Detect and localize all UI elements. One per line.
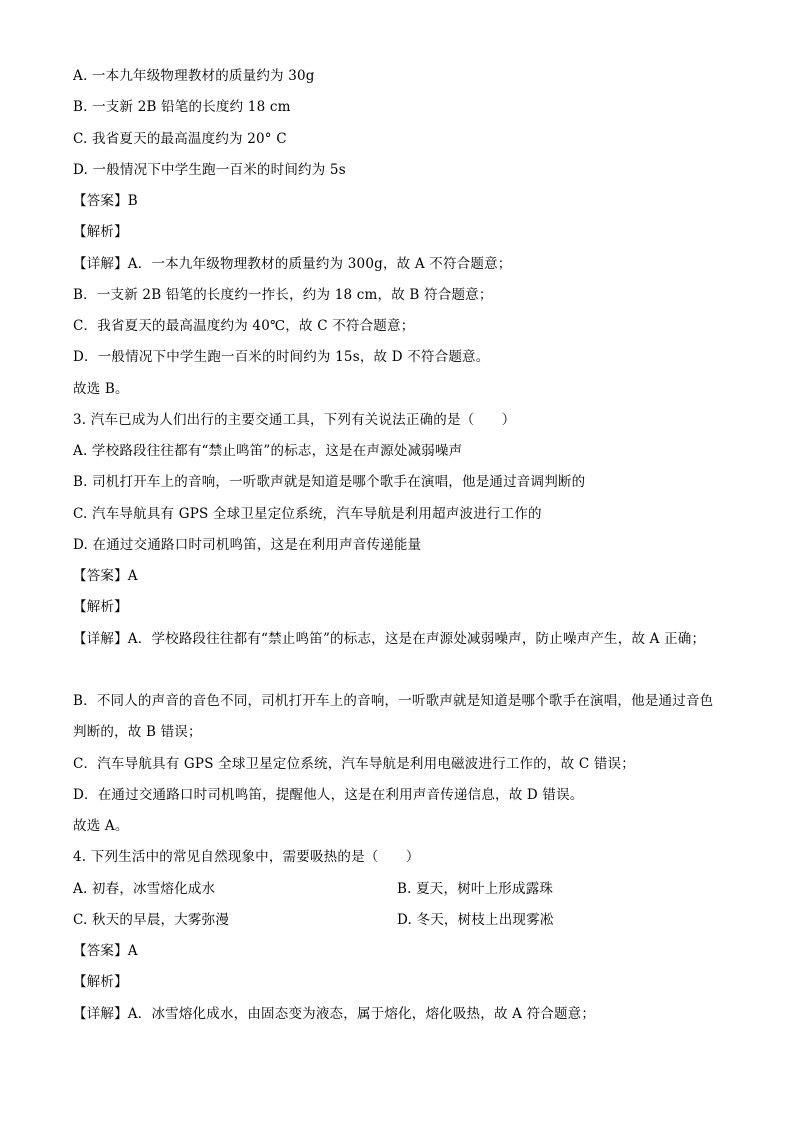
q3-conclusion: 故选 A。 <box>73 818 129 834</box>
q3-detail-b: B．不同人的声音的音色不同，司机打开车上的音响，一听歌声就是知道是哪个歌手在演唱，他是通过音色判断的，故 B 错误； <box>73 693 714 740</box>
q3-option-b: B. 司机打开车上的音响，一听歌声就是知道是哪个歌手在演唱，他是通过音调判断的 <box>73 474 586 490</box>
q4-option-b: B. 夏天，树叶上形成露珠 <box>397 881 554 897</box>
q4-detail-a: 【详解】A．冰雪熔化成水，由固态变为液态，属于熔化，熔化吸热，故 A 符合题意； <box>73 1006 596 1022</box>
q3-stem: 3. 汽车已成为人们出行的主要交通工具，下列有关说法正确的是（ ） <box>73 412 516 428</box>
q2-answer: 【答案】B <box>73 193 138 209</box>
q3-detail-a: 【详解】A．学校路段往往都有“禁止鸣笛”的标志，这是在声源处减弱噪声，防止噪声产生，故 A 正确； <box>73 631 706 647</box>
q2-analysis-heading: 【解析】 <box>73 224 128 240</box>
q3-option-a: A. 学校路段往往都有“禁止鸣笛”的标志，这是在声源处减弱噪声 <box>73 443 463 459</box>
q2-option-d: D. 一般情况下中学生跑一百米的时间约为 5s <box>73 162 346 178</box>
q4-stem: 4. 下列生活中的常见自然现象中，需要吸热的是（ ） <box>73 849 420 865</box>
q4-option-a: A. 初春，冰雪熔化成水 <box>73 881 216 897</box>
q2-detail-d: D．一般情况下中学生跑一百米的时间约为 15s，故 D 不符合题意。 <box>73 349 490 365</box>
q2-detail-a: 【详解】A．一本九年级物理教材的质量约为 300g，故 A 不符合题意； <box>73 256 512 272</box>
q3-option-c: C. 汽车导航具有 GPS 全球卫星定位系统，汽车导航是利用超声波进行工作的 <box>73 506 542 522</box>
q3-detail-d: D．在通过交通路口时司机鸣笛，提醒他人，这是在利用声音传递信息，故 D 错误。 <box>73 787 584 803</box>
q2-conclusion: 故选 B。 <box>73 381 129 397</box>
q3-option-d: D. 在通过交通路口时司机鸣笛，这是在利用声音传递能量 <box>73 537 422 553</box>
q2-option-c: C. 我省夏天的最高温度约为 20° C <box>73 131 287 147</box>
q4-option-d: D. 冬天，树枝上出现雾凇 <box>397 912 554 928</box>
q2-option-a: A. 一本九年级物理教材的质量约为 30g <box>73 68 315 84</box>
q4-analysis-heading: 【解析】 <box>73 974 128 990</box>
q2-option-b: B. 一支新 2B 铅笔的长度约 18 cm <box>73 99 291 115</box>
q2-detail-b: B．一支新 2B 铅笔的长度约一拃长，约为 18 cm，故 B 符合题意； <box>73 287 493 303</box>
q3-answer: 【答案】A <box>73 568 138 584</box>
q4-answer: 【答案】A <box>73 943 138 959</box>
q2-detail-c: C．我省夏天的最高温度约为 40℃，故 C 不符合题意； <box>73 318 415 334</box>
q3-detail-c: C．汽车导航具有 GPS 全球卫星定位系统，汽车导航是利用电磁波进行工作的，故 C 错误； <box>73 756 635 772</box>
q3-analysis-heading: 【解析】 <box>73 599 128 615</box>
q4-option-c: C. 秋天的早晨，大雾弥漫 <box>73 912 230 928</box>
